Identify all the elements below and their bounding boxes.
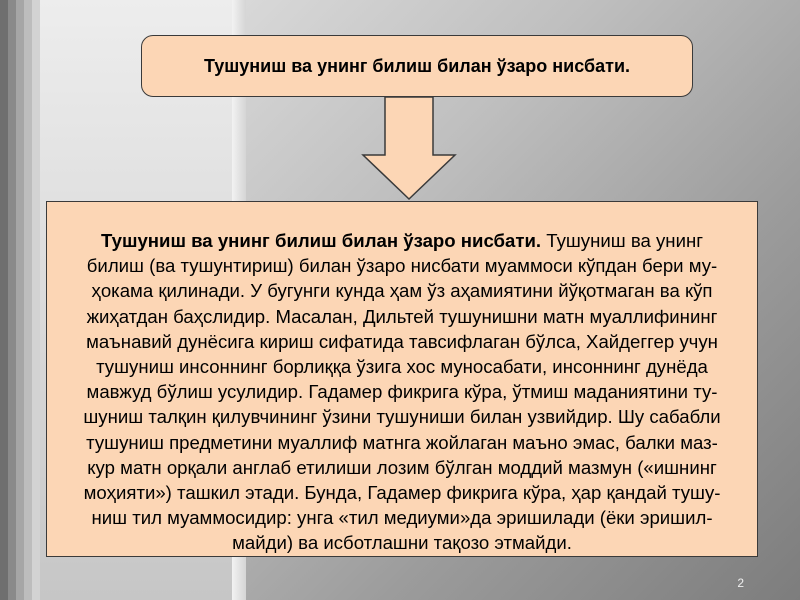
body-line-11: моҳияти») ташкил этади. Бунда, Гадамер фикрига кўра, ҳар қандай тушу-: [83, 482, 721, 504]
body-line-5: маънавий дунёсига кириш сифатида тавсифлаган бўлса, Хайдеггер учун: [86, 330, 718, 352]
body-line-10: кур матн орқали англаб етилиши лозим бўлган моддий мазмун («ишнинг: [87, 456, 717, 478]
body-line-9: тушуниш предметини муаллиф матнга жойлаган маъно эмас, балки маз-: [86, 431, 718, 453]
body-line-2: билиш (ва тушунтириш) билан ўзаро нисбати муаммоси кўпдан бери му-: [86, 255, 718, 277]
body-line-3: ҳокама қилинади. У бугунги кунда ҳам ўз аҳамиятини йўқотмаган ва кўп: [91, 280, 713, 302]
page-number: 2: [737, 576, 744, 590]
down-arrow-icon: [359, 97, 459, 201]
slide-body-text: [67, 228, 737, 556]
slide-title: Тушуниш ва унинг билиш билан ўзаро нисбати.: [203, 55, 631, 76]
body-line-6: тушуниш инсоннинг борлиққа ўзига хос муносабати, инсоннинг дунёда: [96, 356, 708, 378]
slide-title-box: [141, 35, 693, 97]
body-line-8: шуниш талқин қилувчининг ўзини тушуниши билан узвийдир. Шу сабабли: [83, 406, 721, 428]
body-line-7: мавжуд бўлиш усулидир. Гадамер фикрига кўра, ўтмиш маданиятини ту-: [86, 381, 718, 403]
body-line-12: ниш тил муаммосидир: унга «тил медиуми»да эришилади (ёки эришил-: [91, 507, 713, 529]
body-line-4: жиҳатдан баҳслидир. Масалан, Дильтей тушунишни матн муаллифининг: [86, 305, 718, 327]
body-lead: Тушуниш ва унинг билиш билан ўзаро нисбати.: [100, 230, 542, 251]
slide-body-box: [46, 201, 758, 557]
body-line-1: Тушуниш ва унинг билиш билан ўзаро нисбати. Тушуниш ва унинг: [100, 230, 704, 251]
body-line-13: майди) ва исботлашни тақозо этмайди.: [232, 532, 572, 554]
